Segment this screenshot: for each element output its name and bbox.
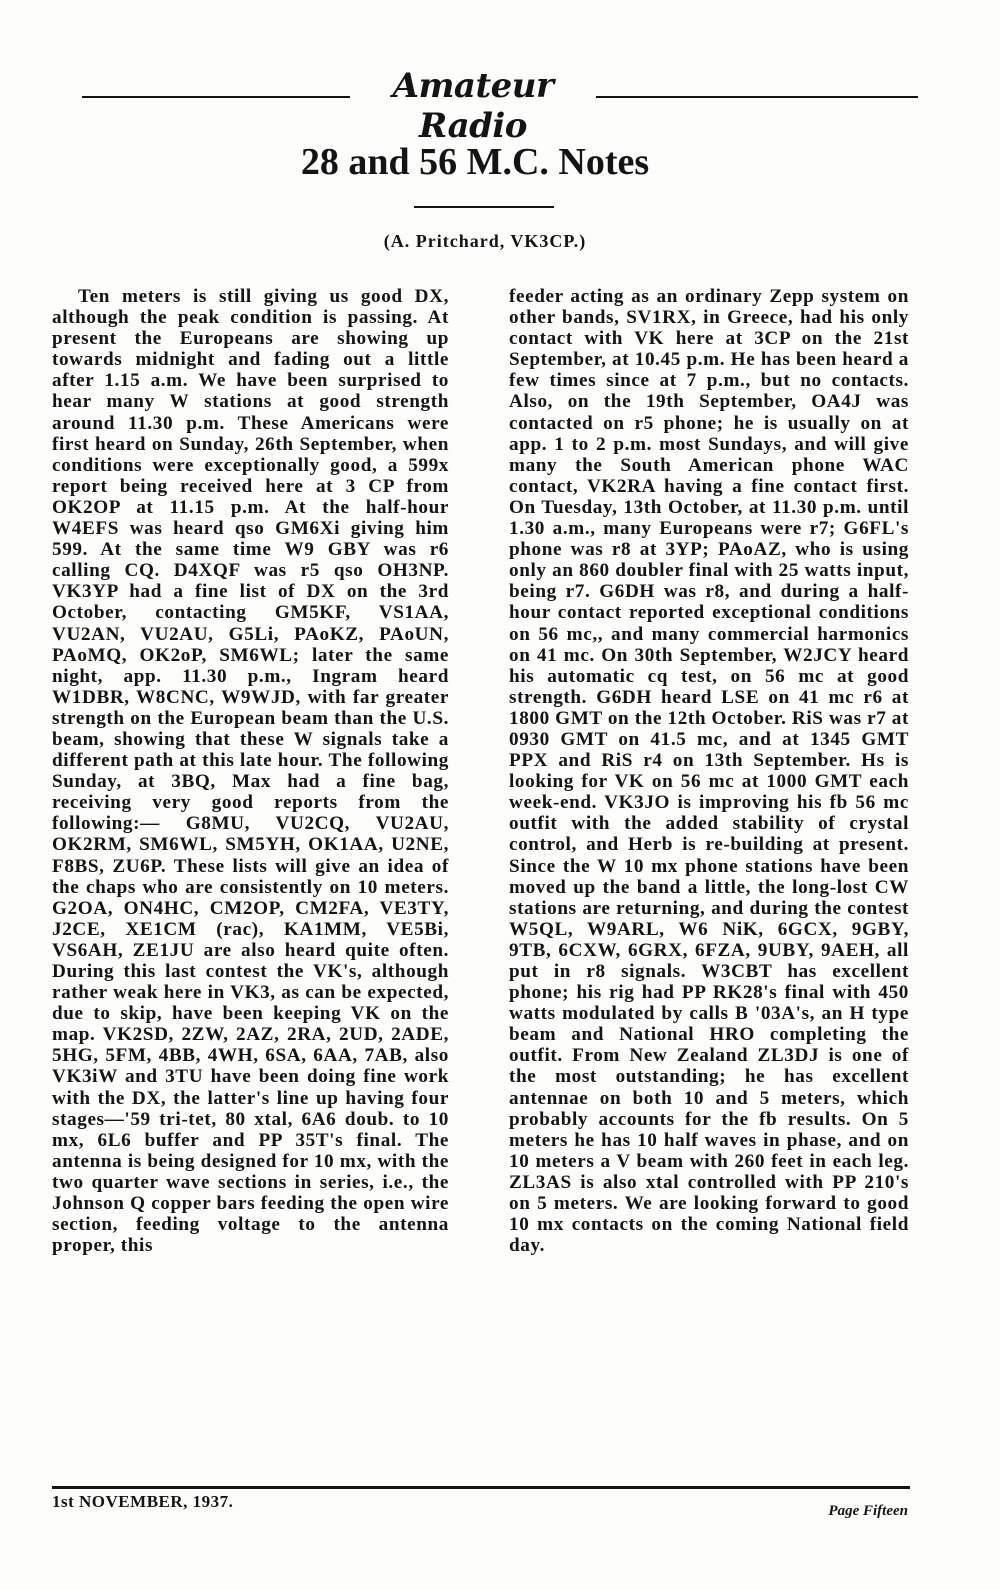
left-column-text: Ten meters is still giving us good DX, although the peak condition is passing. At present the Europeans are showing up towards midnight and fading out a little after 1.15 a.m. We have been surprised to hear many W stations at good strength around 11.30 p.m. These Americans were first heard on Sunday, 26th September, when conditions were exceptionally good, a 599x report being received here at 3 CP from OK2OP at 11.15 p.m. At the half-hour W4EFS was heard qso GM6Xi giving him 599. At the same time W9 GBY was r6 calling CQ. D4XQF was r5 qso OH3NP. VK3YP had a fine list of DX on the 3rd October, contacting GM5KF, VS1AA, VU2AN, VU2AU, G5Li, PAoKZ, PAoUN, PAoMQ, OK2oP, SM6WL; later the same night, app. 11.30 p.m., Ingram heard W1DBR, W8CNC, W9WJD, with far greater strength on the European beam than the U.S. beam, showing that these W signals take a different path at this late hour. The following Sunday, at 3BQ, Max had a fine bag, receiving very good reports from the following:— G8MU, VU2CQ, VU2AU, OK2RM, SM6WL, SM5YH, OK1AA, U2NE, F8BS, ZU6P. These lists will give an idea of the chaps who are consistently on 10 meters. G2OA, ON4HC, CM2OP, CM2FA, VE3TY, J2CE, XE1CM (rac), KA1MM, VE5Bi, VS6AH, ZE1JU are also heard quite often. During this last contest the VK's, although rather weak here in VK3, as can be expected, due to skip, have been keeping VK on the map. VK2SD, 2ZW, 2AZ, 2RA, 2UD, 2ADE, 5HG, 5FM, 4BB, 4WH, 6SA, 6AA, 7AB, also VK3iW and 3TU have been doing fine work with the DX, the latter's line up having four stages—'59 tri-tet, 80 xtal, 6A6 doub. to 10 mx, 6L6 buffer and PP 35T's final. The antenna is being designed for 10 mx, with the two quarter wave sections in series, i.e., the Johnson Q copper bars feeding the open wire section, feeding voltage to the antenna proper, this	[52, 286, 449, 1257]
article-column-left	[52, 286, 449, 1256]
issue-date: 1st NOVEMBER, 1937.	[52, 1492, 234, 1511]
page-number: Page Fifteen	[828, 1503, 908, 1519]
article-column-right	[509, 286, 909, 1256]
masthead-rule-right	[596, 96, 918, 98]
masthead-rule-left	[82, 96, 350, 98]
article-title: 28 and 56 M.C. Notes	[300, 141, 650, 183]
article-byline: (A. Pritchard, VK3CP.)	[383, 231, 587, 251]
footer-divider	[52, 1486, 910, 1489]
masthead	[80, 62, 920, 146]
right-column-text: feeder acting as an ordinary Zepp system on other bands, SV1RX, in Greece, had his only contact with VK here at 3CP on the 21st September, at 10.45 p.m. He has been heard a few times since at 7 p.m., but no contacts. Also, on the 19th September, OA4J was contacted on r5 phone; he is usually on at app. 1 to 2 p.m. most Sundays, and will give many the South American phone WAC contact, VK2RA having a fine contact first. On Tuesday, 13th October, at 11.30 p.m. until 1.30 a.m., many Europeans were r7; G6FL's phone was r8 at 3YP; PAoAZ, who is using only an 860 doubler final with 25 watts input, being r7. G6DH was r8, and during a half-hour contact reported exceptional conditions on 56 mc,, and many commercial harmonics on 41 mc. On 30th September, W2JCY heard his automatic cq test, on 56 mc at good strength. G6DH heard LSE on 41 mc r6 at 1800 GMT on the 12th October. RiS was r7 at 0930 GMT on 41.5 mc, and at 1345 GMT PPX and RiS r4 on 13th September. Hs is looking for VK on 56 mc at 1000 GMT each week-end. VK3JO is improving his fb 56 mc outfit with the added stability of crystal control, and Herb is re-building at present. Since the W 10 mx phone stations have been moved up the band a little, the long-lost CW stations are returning, and during the contest W5QL, W9ARL, W6 NiK, 6GCX, 9GBY, 9TB, 6CXW, 6GRX, 6FZA, 9UBY, 9AEH, all put in r8 signals. W3CBT has excellent phone; his rig had PP RK28's final with 450 watts modulated by calls B '03A's, an H type beam and National HRO completing the outfit. From New Zealand ZL3DJ is one of the most outstanding; he has excellent antennae on both 10 and 5 meters, which probably accounts for the fb results. On 5 meters he has 10 half waves in phase, and on 10 meters a V beam with 260 feet in each leg. ZL3AS is also xtal controlled with PP 210's on 5 meters. We are looking forward to good 10 mx contacts on the coming National field day.	[509, 286, 909, 1257]
title-divider	[414, 206, 554, 208]
masthead-logo: Amateur Radio	[392, 66, 554, 146]
